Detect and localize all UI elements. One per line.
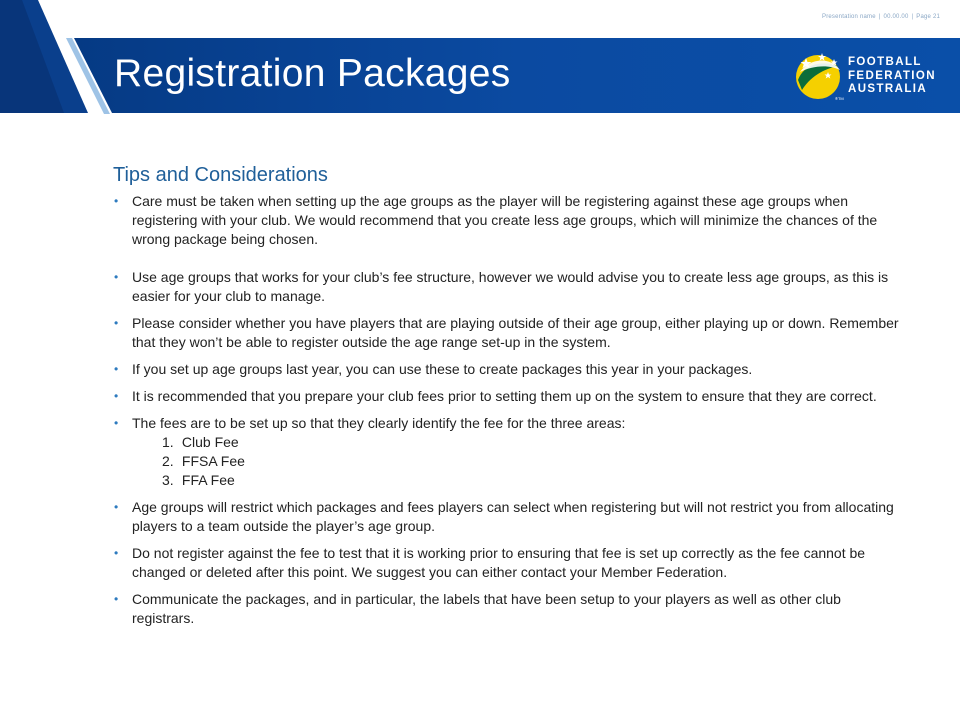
list-item bbox=[114, 268, 904, 306]
logo-line-2: FEDERATION bbox=[848, 69, 936, 82]
page-number: 21 bbox=[932, 14, 941, 20]
list-item-text: If you set up age groups last year, you can use these to create packages this year in your packages. bbox=[132, 361, 753, 377]
list-item bbox=[114, 544, 904, 582]
fee-area-item bbox=[162, 452, 904, 471]
ffa-logo bbox=[792, 50, 942, 106]
fee-area-item bbox=[162, 471, 904, 490]
tips-list bbox=[114, 192, 904, 628]
fee-area-label: Club Fee bbox=[181, 434, 239, 450]
list-item-text: Do not register against the fee to test that it is working prior to ensuring that fee is set up correctly as the fee cannot be changed or deleted after this point. We suggest you can either contact your Member Federation. bbox=[132, 545, 866, 580]
meta-separator: | bbox=[911, 14, 914, 20]
bullet-icon: • bbox=[114, 270, 119, 284]
ffa-wordmark bbox=[848, 56, 936, 97]
fee-area-label: FFA Fee bbox=[181, 472, 235, 488]
fee-area-number: 3. bbox=[162, 472, 174, 488]
bullet-icon: • bbox=[114, 389, 119, 403]
bullet-icon: • bbox=[114, 592, 119, 606]
list-item bbox=[114, 414, 904, 490]
section-heading: Tips and Considerations bbox=[113, 164, 328, 186]
list-item-text: Age groups will restrict which packages and fees players can select when registering but will not restrict you from allocating players to a team outside the player’s age group. bbox=[132, 499, 894, 534]
ffa-crest-icon bbox=[792, 50, 844, 102]
fee-areas-list bbox=[132, 433, 904, 490]
list-item-text: Care must be taken when setting up the age groups as the player will be registering against these age groups when registering with your club. We would recommend that you create less age groups, which will minimize the chances of the wrong package being chosen. bbox=[132, 193, 878, 247]
list-item bbox=[114, 360, 904, 379]
bullet-icon: • bbox=[114, 416, 119, 430]
list-item bbox=[114, 314, 904, 352]
bullet-icon: • bbox=[114, 500, 119, 514]
presentation-name: Presentation name bbox=[822, 14, 876, 20]
bullet-icon: • bbox=[114, 546, 119, 560]
list-item-text: Use age groups that works for your club’s fee structure, however we would advise you to create less age groups, as this is easier for your club to manage. bbox=[132, 269, 889, 304]
fee-area-number: 1. bbox=[162, 434, 174, 450]
page-label: Page bbox=[916, 14, 932, 20]
bullet-icon: • bbox=[114, 194, 119, 208]
list-item bbox=[114, 590, 904, 628]
bullet-icon: • bbox=[114, 362, 119, 376]
logo-line-3: AUSTRALIA bbox=[848, 83, 928, 95]
meta-separator: | bbox=[878, 14, 881, 20]
list-item-text: Communicate the packages, and in particular, the labels that have been setup to your players as well as other club registrars. bbox=[132, 591, 841, 626]
logo-line-1: FOOTBALL bbox=[848, 56, 922, 68]
fee-area-number: 2. bbox=[162, 453, 174, 469]
list-item-text: It is recommended that you prepare your club fees prior to setting them up on the system to ensure that they are correct. bbox=[132, 388, 877, 404]
fee-area-label: FFSA Fee bbox=[181, 453, 245, 469]
fee-area-item bbox=[162, 433, 904, 452]
bullet-icon: • bbox=[114, 316, 119, 330]
page-title: Registration Packages bbox=[114, 52, 511, 95]
list-item bbox=[114, 387, 904, 406]
list-item-text: Please consider whether you have players that are playing outside of their age group, either playing up or down. Remember that they won’t be able to register outside the age range set-up in the system. bbox=[132, 315, 899, 350]
list-item bbox=[114, 498, 904, 536]
logo-trademark: ®TM bbox=[835, 96, 844, 101]
presentation-date: 00.00.00 bbox=[883, 14, 909, 20]
list-item bbox=[114, 192, 904, 249]
list-item-text: The fees are to be set up so that they clearly identify the fee for the three areas: bbox=[132, 415, 626, 431]
